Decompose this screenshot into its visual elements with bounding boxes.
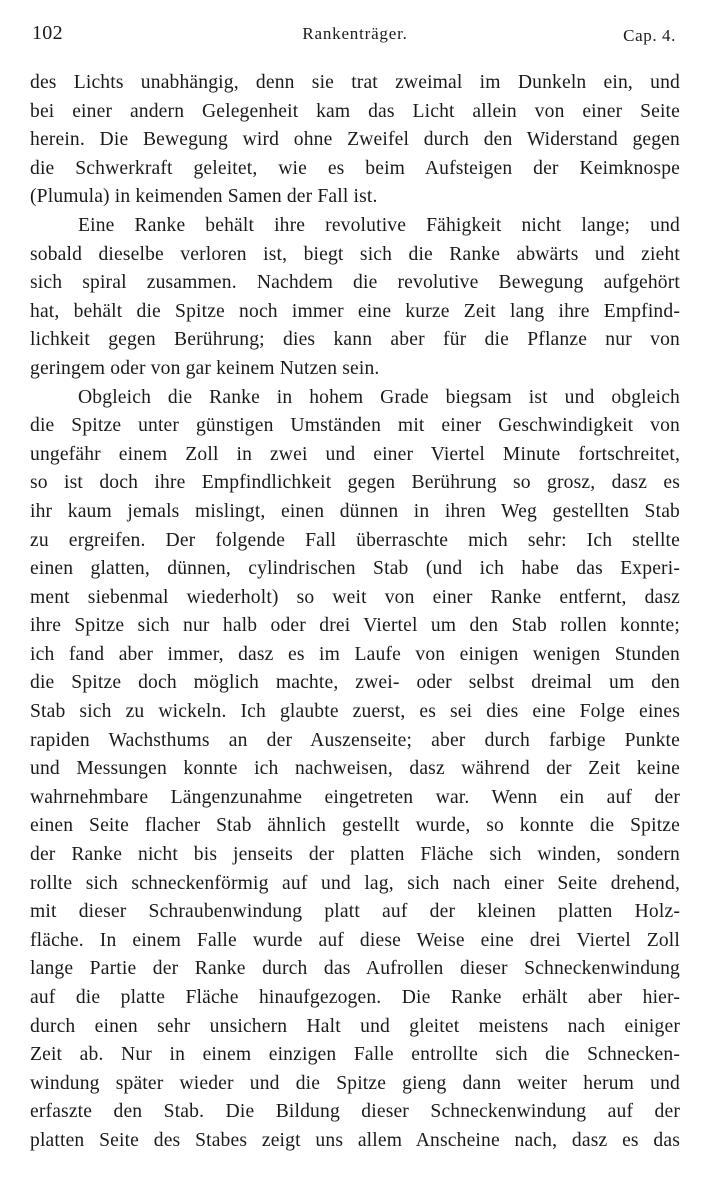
text-line: ich fand aber immer, dasz es im Laufe von einigen wenigen Stunden: [30, 643, 680, 665]
text-line: hat, behält die Spitze noch immer eine kurze Zeit lang ihre Empfind-: [30, 300, 680, 322]
text-line: Stab sich zu wickeln. Ich glaubte zuerst, es sei dies eine Folge eines: [30, 701, 680, 723]
page-number: 102: [32, 22, 63, 44]
text-line: (Plumula) in keimenden Samen der Fall ist.: [30, 186, 378, 208]
text-line: ungefähr einem Zoll in zwei und einer Viertel Minute fortschreitet,: [30, 443, 680, 465]
text-line: auf die platte Fläche hinaufgezogen. Die Ranke erhält aber hier-: [30, 987, 680, 1008]
text-line: herein. Die Bewegung wird ohne Zweifel durch den Widerstand gegen: [30, 129, 680, 151]
text-line: einen Seite flacher Stab ähnlich gestellt wurde, so konnte die Spitze: [30, 815, 680, 837]
text-line: lange Partie der Ranke durch das Aufrollen dieser Schneckenwindung: [30, 958, 680, 980]
text-line: ihre Spitze sich nur halb oder drei Viertel um den Stab rollen konnte;: [30, 615, 680, 637]
text-line: zu ergreifen. Der folgende Fall überraschte mich sehr: Ich stellte: [30, 529, 680, 551]
text-line: sobald dieselbe verloren ist, biegt sich die Ranke abwärts und zieht: [30, 243, 680, 265]
text-line: windung später wieder und die Spitze gieng dann weiter herum und: [30, 1072, 680, 1094]
text-line: so ist doch ihre Empfindlichkeit gegen Berührung so grosz, dasz es: [30, 472, 680, 494]
text-line: platten Seite des Stabes zeigt uns allem Anscheine nach, dasz es das: [30, 1129, 680, 1151]
paragraph: [30, 384, 680, 1156]
text-line: rollte sich schneckenförmig auf und lag, sich nach einer Seite drehend,: [30, 872, 680, 894]
text-line: der Ranke nicht bis jenseits der platten Fläche sich winden, sondern: [30, 844, 680, 866]
text-line: fläche. In einem Falle wurde auf diese Weise eine drei Viertel Zoll: [30, 929, 680, 951]
text-line: des Lichts unabhängig, denn sie trat zweimal im Dunkeln ein, und: [30, 72, 680, 93]
running-title: Rankenträger.: [302, 24, 408, 43]
text-line: durch einen sehr unsichern Halt und gleitet meistens nach einiger: [30, 1015, 680, 1037]
text-line: lichkeit gegen Berührung; dies kann aber für die Pflanze nur von: [30, 329, 680, 351]
text-line: die Schwerkraft geleitet, wie es beim Aufsteigen der Keimknospe: [30, 157, 680, 179]
text-line: ment siebenmal wiederholt) so weit von einer Ranke entfernt, dasz: [30, 586, 680, 608]
text-line: geringem oder von gar keinem Nutzen sein.: [30, 357, 380, 379]
text-line: rapiden Wachsthums an der Auszenseite; aber durch farbige Punkte: [30, 729, 680, 751]
paragraph: [30, 212, 680, 384]
text-line: und Messungen konnte ich nachweisen, dasz während der Zeit keine: [30, 758, 680, 780]
text-line: erfaszte den Stab. Die Bildung dieser Schneckenwindung auf der: [30, 1101, 680, 1123]
text-line: einen glatten, dünnen, cylindrischen Stab (und ich habe das Experi-: [30, 558, 680, 580]
text-line: ihr kaum jemals mislingt, einen dünnen in ihren Weg gestellten Stab: [30, 500, 680, 522]
text-line: bei einer andern Gelegenheit kam das Licht allein von einer Seite: [30, 100, 680, 122]
text-line: sich spiral zusammen. Nachdem die revolutive Bewegung aufgehört: [30, 272, 680, 294]
text-line: Obgleich die Ranke in hohem Grade biegsam ist und obgleich: [78, 386, 680, 408]
chapter-label: Cap. 4.: [623, 26, 676, 45]
text-line: die Spitze doch möglich machte, zwei- oder selbst dreimal um den: [30, 672, 680, 694]
text-line: mit dieser Schraubenwindung platt auf der kleinen platten Holz-: [30, 901, 680, 923]
text-line: Zeit ab. Nur in einem einzigen Falle entrollte sich die Schnecken-: [30, 1044, 680, 1066]
paragraph: [30, 69, 680, 212]
book-page: [30, 22, 680, 1156]
text-line: wahrnehmbare Längenzunahme eingetreten war. Wenn ein auf der: [30, 786, 680, 808]
text-line: Eine Ranke behält ihre revolutive Fähigkeit nicht lange; und: [78, 214, 680, 236]
body-text: [30, 69, 680, 1156]
page-header: [30, 22, 680, 52]
text-line: die Spitze unter günstigen Umständen mit einer Geschwindigkeit von: [30, 415, 680, 437]
